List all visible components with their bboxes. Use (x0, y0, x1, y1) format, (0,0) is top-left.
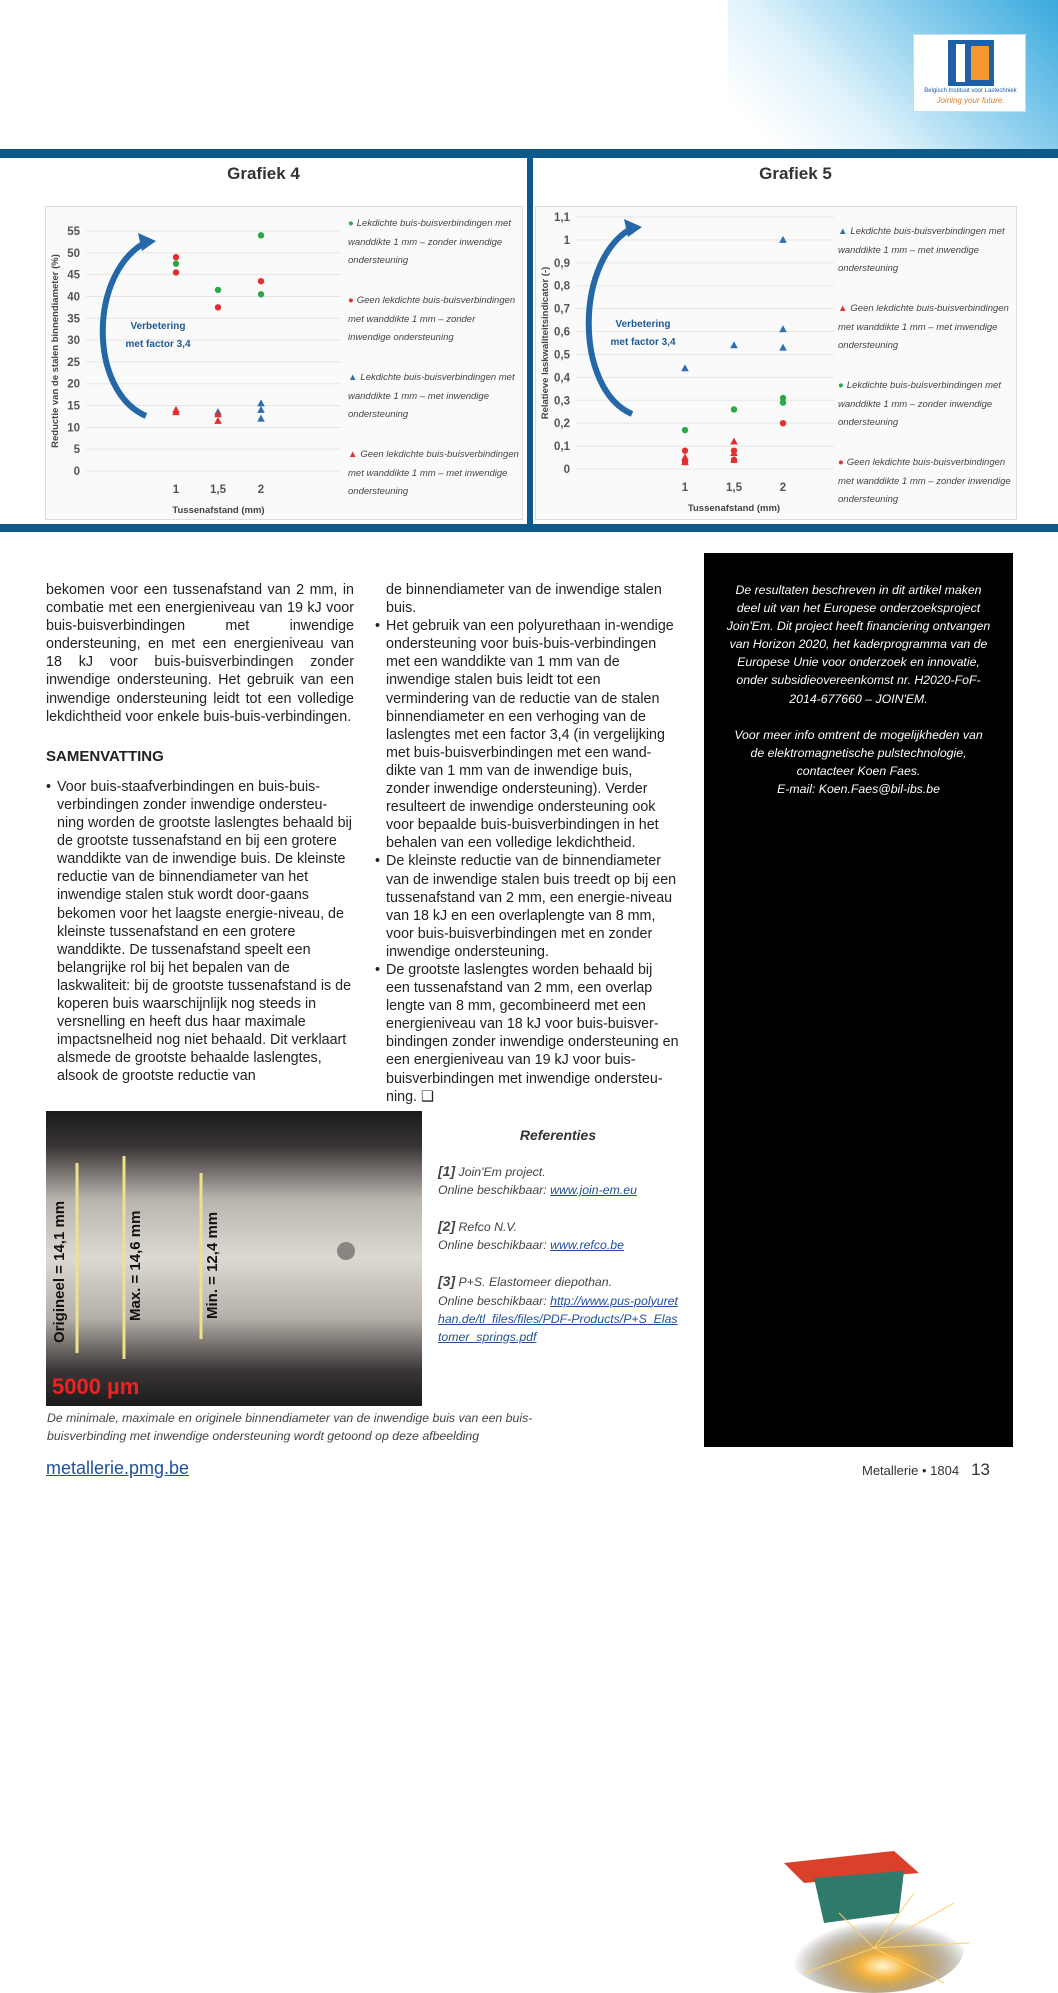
data-point (779, 344, 787, 351)
circle-marker-icon: ● (348, 218, 354, 229)
reference-name: Join'Em project. (458, 1165, 546, 1180)
legend-entry (348, 369, 520, 425)
annotation-label: Verbetering (130, 321, 186, 332)
data-point (780, 420, 786, 426)
y-tick-label: 0 (73, 466, 80, 478)
min-diameter-label: Min. = 12,4 mm (204, 1211, 221, 1319)
sidebar-email: E-mail: Koen.Faes@bil-ibs.be (777, 781, 940, 796)
x-tick-label: 1 (681, 482, 689, 494)
circle-marker-icon: ● (838, 457, 844, 468)
data-point (257, 415, 265, 422)
x-tick-label: 1 (172, 484, 180, 496)
data-point (215, 287, 221, 293)
page-number: 13 (971, 1460, 990, 1479)
circle-marker-icon: ● (838, 380, 844, 391)
data-point (681, 364, 689, 371)
end-square-icon: ❑ (421, 1088, 434, 1105)
summary-item: • Voor buis-staafverbindingen en buis-buis-verbindingen zonder inwendige ondersteu-ning worden de grootste laslengtes behaald bij de grootste tussenafstand en bij een grotere wanddikte van de inwendige buis. De kleinste reductie van de binnendiameter van het inwendige stalen stuk wordt door-gaans bekomen voor het laagste energie-niveau, de kleinste tussenafstand en een grotere wanddikte. De tussenafstand speelt een belangrijke rol bij het bepalen van de laskwaliteit: bij de grootste tussenafstand is de koperen buis waarschijnlijk nog steeds in versnelling en heeft dus haar maximale impactsnelheid nog niet behaald. Dit verklaart alsmede de grootste behaalde laslengtes, alsook de grootste reductie van (46, 778, 354, 1086)
y-tick-label: 10 (67, 422, 80, 435)
y-tick-label: 15 (67, 400, 80, 413)
footer-magazine: Metallerie • 1804 (862, 1463, 960, 1478)
figure-caption: De minimale, maximale en originele binnendiameter van de inwendige buis van een buis-buisverbinding met inwendige ondersteuning wordt getoond op deze afbeelding (47, 1411, 533, 1443)
data-point (731, 406, 737, 412)
annotation-label: met factor 3,4 (610, 337, 676, 348)
reference-prefix: Online beschikbaar: (438, 1293, 547, 1308)
chart-panel-5 (533, 158, 1058, 524)
summary-list (46, 778, 354, 1086)
data-point (173, 269, 179, 275)
data-point (779, 325, 787, 332)
data-point (682, 447, 688, 453)
data-point (730, 438, 738, 445)
y-tick-label: 0 (563, 464, 570, 476)
y-tick-label: 0,8 (554, 280, 570, 293)
sidebar-project-info: De resultaten beschreven in dit artikel maken deel uit van het Europese onderzoeksproject Join'Em. Dit project heeft financiering ontvangen van Horizon 2020, het kaderprogramma van de Europese Unie voor onderzoek en innovatie, onder subsidieovereenkomst nr. H2020-FoF-2014-677660 – JOIN'EM. (726, 583, 991, 706)
y-tick-label: 25 (67, 356, 80, 369)
bil-logo (913, 34, 1026, 112)
legend-entry (838, 300, 1016, 356)
footer-pageinfo (862, 1460, 990, 1480)
triangle-marker-icon: ▲ (838, 303, 848, 314)
data-point (258, 291, 264, 297)
y-tick-label: 5 (73, 444, 80, 457)
welding-photo (744, 1823, 984, 1993)
y-tick-label: 0,7 (554, 303, 570, 316)
data-point (258, 278, 264, 284)
legend-label: Geen lekdichte buis-buisverbindingen met wanddikte 1 mm – zonder inwendige ondersteuning (838, 457, 1011, 505)
data-point (730, 341, 738, 348)
footer-website-link[interactable]: metallerie.pmg.be (46, 1458, 190, 1478)
summary-item: • Het gebruik van een polyurethaan in-wendige ondersteuning voor buis-buis-verbindingen met een wanddikte van 1 mm van de inwendige stalen buis leidt tot een vermindering van de reductie van de stalen binnendiameter en een verhoging van de laslengtes met een factor 3,4 (in vergelijking met buis-buisverbindingen met een wand-dikte van 1 mm van de inwendige buis, zonder inwendige ondersteuning). Verder resulteert de inwendige ondersteuning ook voor bepaalde buis-buisverbindingen in het behalen van een volledige lekdichtheid. (375, 617, 680, 852)
reference-number: [3] (438, 1273, 456, 1290)
x-axis-label: Tussenafstand (mm) (172, 505, 265, 516)
info-sidebar (704, 553, 1013, 1447)
summary-item (375, 961, 680, 1106)
annotation-label: met factor 3,4 (125, 339, 191, 350)
body-paragraph: de binnendiameter van de inwendige stalen buis. (386, 582, 662, 617)
y-tick-label: 35 (67, 313, 80, 326)
y-axis-label: Reductie van de stalen binnendiameter (%) (50, 254, 61, 448)
chart-panel-4 (0, 158, 527, 524)
bil-logo-icon (948, 40, 994, 86)
reference-prefix: Online beschikbaar: (438, 1183, 547, 1198)
reference-name: Refco N.V. (458, 1220, 518, 1235)
reference-name: P+S. Elastomeer diepothan. (458, 1275, 613, 1290)
legend-label: Geen lekdichte buis-buisverbindingen met wanddikte 1 mm – zonder inwendige ondersteuning (348, 295, 516, 343)
y-tick-label: 30 (67, 335, 80, 348)
y-tick-label: 0,1 (554, 441, 570, 454)
chart-area-5 (535, 206, 1017, 520)
logo-org-name: Belgisch Instituut voor Lastechniek (924, 88, 1017, 94)
y-tick-label: 20 (67, 378, 80, 391)
section-heading: SAMENVATTING (46, 747, 164, 765)
data-point (682, 427, 688, 433)
y-tick-label: 1 (563, 234, 570, 247)
y-tick-label: 1,1 (554, 212, 570, 224)
triangle-marker-icon: ▲ (838, 226, 848, 237)
reference-number: [2] (438, 1218, 456, 1235)
reference-link[interactable]: www.refco.be (550, 1238, 624, 1253)
reference-item (438, 1162, 678, 1199)
cross-section-photo (46, 1111, 422, 1406)
data-point (258, 232, 264, 238)
sidebar-contact-info: Voor meer info omtrent de mogelijkheden van de elektromagnetische pulstechnologie, contacteer Koen Faes. (734, 727, 983, 778)
data-point (173, 254, 179, 260)
original-diameter-label: Origineel = 14,1 mm (51, 1200, 68, 1343)
legend-label: Lekdichte buis-buisverbindingen met wanddikte 1 mm – met inwendige ondersteuning (348, 372, 515, 420)
legend-entry (348, 215, 520, 271)
legend-label: Lekdichte buis-buisverbindingen met wanddikte 1 mm – zonder inwendige ondersteuning (838, 380, 1001, 428)
data-point (173, 261, 179, 267)
data-point (779, 236, 787, 243)
measurement-lines (46, 1111, 422, 1406)
references-heading: Referenties (519, 1127, 597, 1143)
data-point (215, 304, 221, 310)
text-column-1 (46, 581, 354, 1085)
y-tick-label: 55 (67, 226, 80, 238)
y-tick-label: 40 (67, 291, 80, 304)
chart-title: Grafiek 4 (227, 164, 300, 183)
chart-area-4 (45, 206, 523, 520)
x-tick-label: 2 (257, 484, 265, 496)
data-point (257, 406, 265, 413)
reference-link[interactable]: http://www.pus-polyurethan.de/tl_files/files/PDF-Products/P+S_Elastomer_springs.pdf (438, 1293, 678, 1344)
y-tick-label: 0,4 (554, 372, 570, 385)
y-tick-label: 0,9 (554, 257, 570, 270)
scale-bar-label: 5000 µm (52, 1374, 140, 1399)
legend-label: Geen lekdichte buis-buisverbindingen met wanddikte 1 mm – met inwendige ondersteuning (838, 303, 1009, 351)
legend-entry (348, 446, 520, 502)
data-point (682, 459, 688, 465)
references (438, 1126, 678, 1364)
data-point (731, 457, 737, 463)
summary-list (375, 617, 680, 1106)
legend-entry (838, 223, 1016, 279)
bottom-rule (0, 524, 1058, 532)
legend-entry (838, 454, 1016, 510)
legend-label: Geen lekdichte buis-buisverbindingen met wanddikte 1 mm – met inwendige ondersteuning (348, 449, 519, 497)
y-tick-label: 0,5 (554, 349, 570, 362)
circle-marker-icon: ● (348, 295, 354, 306)
body-paragraph: bekomen voor een tussenafstand van 2 mm, in combatie met een energieniveau van 19 kJ voor buis-buisverbindingen met inwendige ondersteuning, en met een energieniveau van 18 kJ voor buis-buisverbindingen zonder inwendige ondersteuning. Het gebruik van een inwendige ondersteuning leidt tot een volledige lekdichtheid voor enkele buis-buis-verbindingen. (46, 582, 354, 725)
y-tick-label: 0,3 (554, 395, 570, 408)
reference-number: [1] (438, 1163, 456, 1180)
data-point (731, 447, 737, 453)
legend-entry (838, 377, 1016, 433)
max-diameter-label: Max. = 14,6 mm (127, 1210, 144, 1321)
x-tick-label: 2 (779, 482, 787, 494)
legend-label: Lekdichte buis-buisverbindingen met wanddikte 1 mm – met inwendige ondersteuning (838, 226, 1005, 274)
y-tick-label: 50 (67, 247, 80, 260)
summary-item-text: De grootste laslengtes worden behaald bij een tussenafstand van 2 mm, een overlap lengte van 8 mm, gecombineerd met een energieniveau van 18 kJ voor buis-buisver-bindingen zonder inwendige ondersteuning en een energieniveau van 19 kJ voor buis-buisverbindingen met inwendige ondersteu-ning. (386, 961, 679, 1105)
logo-tagline: Joining your future. (936, 96, 1005, 105)
summary-item: • De kleinste reductie van de binnendiameter van de inwendige stalen buis treedt op bij een tussenafstand van 2 mm, een energie-niveau van 18 kJ en een overlaplengte van 8 mm, voor buis-buisverbindingen met en zonder inwendige ondersteuning. (375, 852, 680, 961)
y-tick-label: 0,2 (554, 418, 570, 431)
x-axis-label: Tussenafstand (mm) (687, 503, 781, 514)
reference-link[interactable]: www.join-em.eu (550, 1183, 637, 1198)
y-tick-label: 0,6 (554, 326, 570, 339)
y-tick-label: 45 (67, 269, 80, 282)
x-tick-label: 1,5 (726, 482, 742, 494)
legend-entry (348, 292, 520, 348)
text-column-2 (375, 581, 680, 1106)
top-rule (0, 149, 1058, 158)
annotation-label: Verbetering (615, 319, 671, 330)
y-axis-label: Relatieve laskwaliteitsindicator (-) (540, 266, 551, 420)
reference-prefix: Online beschikbaar: (438, 1238, 547, 1253)
data-point (780, 399, 786, 405)
triangle-marker-icon: ▲ (348, 449, 358, 460)
reference-item (438, 1272, 678, 1345)
triangle-marker-icon: ▲ (348, 372, 358, 383)
data-point (214, 417, 222, 424)
data-point (257, 399, 265, 406)
reference-item (438, 1217, 678, 1254)
x-tick-label: 1,5 (210, 484, 226, 496)
legend-label: Lekdichte buis-buisverbindingen met wanddikte 1 mm – zonder inwendige ondersteuning (348, 218, 511, 266)
chart-title: Grafiek 5 (759, 164, 832, 183)
